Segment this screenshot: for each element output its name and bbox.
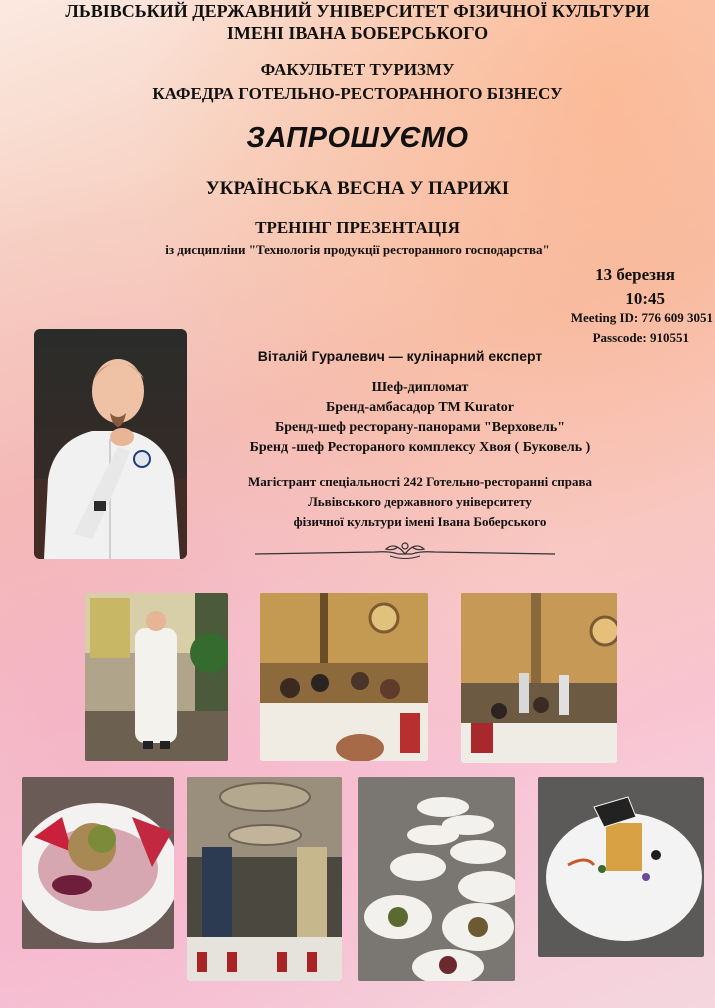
discipline-line: із дисципліни "Технологія продукції ресторанного господарства" bbox=[165, 242, 550, 257]
speaker-roles bbox=[170, 378, 670, 458]
training-heading: ТРЕНІНГ ПРЕЗЕНТАЦІЯ bbox=[255, 218, 460, 237]
meeting-id[interactable]: Meeting ID: 776 609 3051 bbox=[570, 310, 713, 325]
invite-heading: ЗАПРОШУЄМО bbox=[246, 122, 469, 154]
education-line: Львівського державного університету bbox=[308, 494, 532, 509]
education-line: Магістрант спеціальності 242 Готельно-ресторанні справа bbox=[248, 474, 592, 489]
faculty-name: ФАКУЛЬТЕТ ТУРИЗМУ bbox=[260, 60, 455, 79]
photo-dining-hall bbox=[187, 777, 342, 981]
photo-dish-dessert bbox=[538, 777, 704, 957]
education-line: фізичної культури імені Івана Боберського bbox=[293, 514, 547, 529]
speaker-role: Бренд-амбасадор ТМ Kurator bbox=[326, 400, 514, 415]
event-time: 10:45 bbox=[625, 289, 665, 308]
event-title: УКРАЇНСЬКА ВЕСНА У ПАРИЖІ bbox=[205, 178, 510, 199]
speaker-role: Бренд-шеф ресторану-панорами "Верховель" bbox=[274, 420, 566, 435]
speaker-name: Віталій Гуралевич — кулінарний експерт bbox=[257, 348, 543, 364]
event-date: 13 березня bbox=[595, 265, 675, 284]
department-name: КАФЕДРА ГОТЕЛЬНО-РЕСТОРАННОГО БІЗНЕСУ bbox=[152, 84, 563, 103]
speaker-role: Бренд -шеф Рестораного комплексу Хвоя ( Буковель ) bbox=[249, 440, 591, 455]
photo-plates bbox=[358, 777, 515, 981]
university-name-line1: ЛЬВІВСЬКИЙ ДЕРЖАВНИЙ УНІВЕРСИТЕТ ФІЗИЧНОЇ КУЛЬТУРИ bbox=[65, 1, 650, 21]
passcode[interactable]: Passcode: 910551 bbox=[592, 330, 689, 345]
photo-audience-1 bbox=[260, 593, 428, 761]
speaker-education bbox=[150, 472, 690, 532]
speaker-role: Шеф-дипломат bbox=[371, 380, 469, 395]
university-name-line2: ІМЕНІ ІВАНА БОБЕРСЬКОГО bbox=[226, 23, 489, 43]
photo-dish-salad bbox=[22, 777, 174, 949]
ornament-divider bbox=[255, 537, 555, 559]
photo-chef-standing bbox=[85, 593, 228, 761]
photo-audience-2 bbox=[461, 593, 617, 763]
